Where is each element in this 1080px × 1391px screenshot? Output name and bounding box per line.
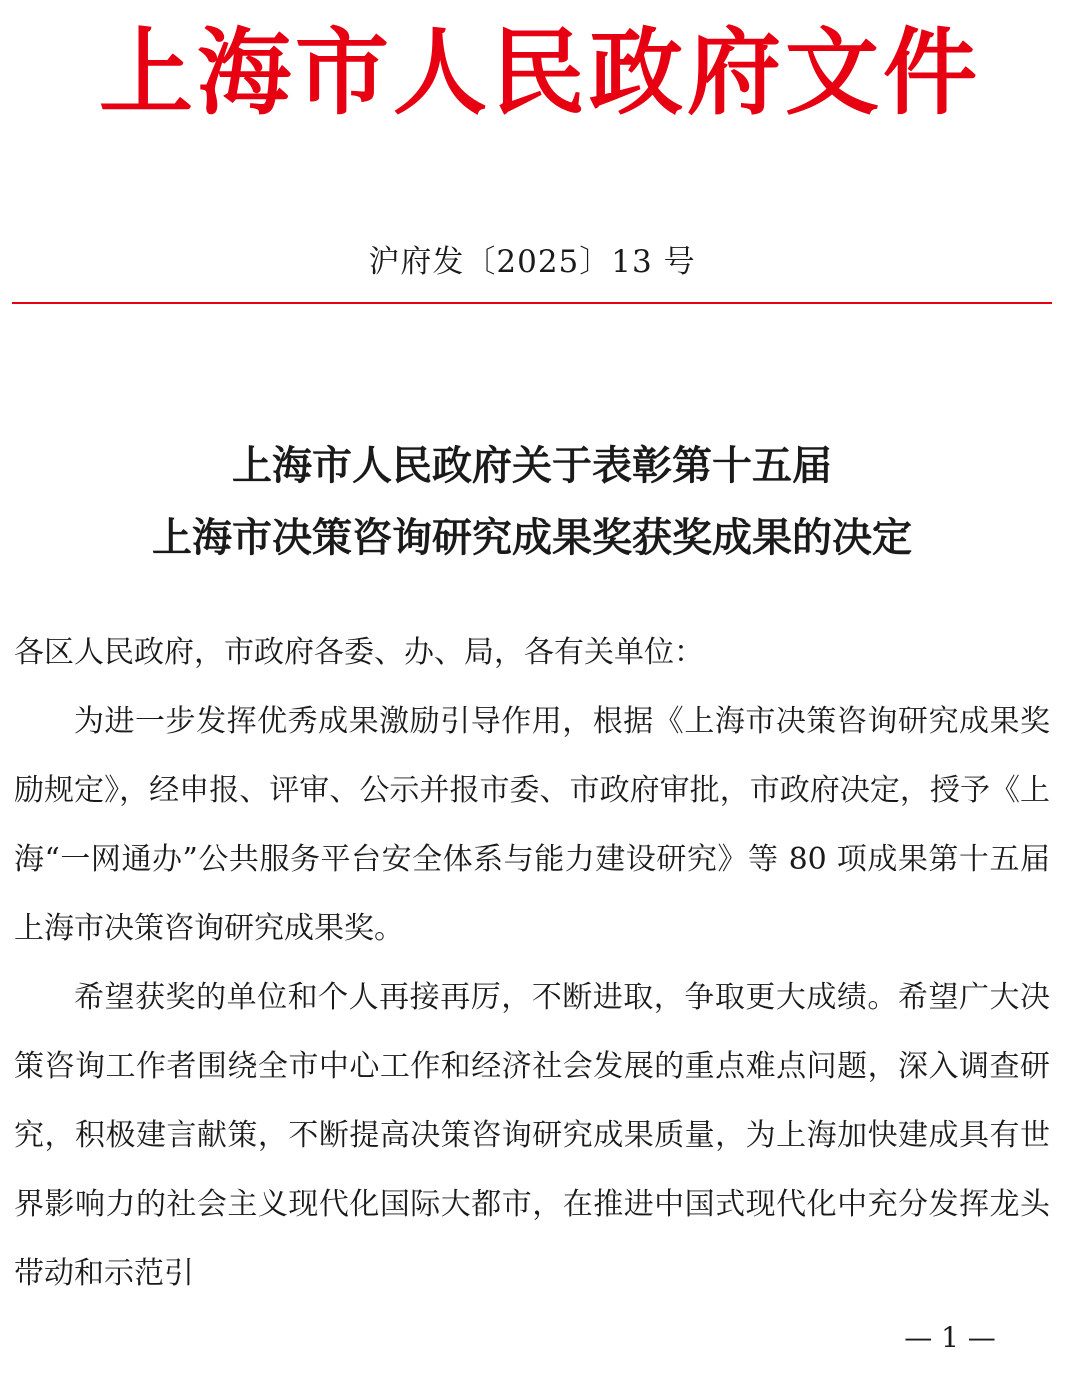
body-paragraph-1: 为进一步发挥优秀成果激励引导作用，根据《上海市决策咨询研究成果奖励规定》，经申报、评审、公示并报市委、市政府审批，市政府决定，授予《上海“一网通办”公共服务平台安全体系与能力建设研究》等 80 项成果第十五届上海市决策咨询研究成果奖。 — [14, 704, 1050, 946]
title-line-2: 上海市决策咨询研究成果奖获奖成果的决定 — [152, 514, 912, 561]
title-line-1: 上海市人民政府关于表彰第十五届 — [232, 442, 832, 489]
document-title — [0, 430, 1064, 574]
page-number: — 1 — — [904, 1321, 996, 1354]
red-separator-line — [12, 302, 1052, 304]
addressee: 各区人民政府，市政府各委、办、局，各有关单位： — [14, 635, 704, 670]
document-body — [14, 618, 1050, 1308]
body-paragraph-2: 希望获奖的单位和个人再接再厉，不断进取，争取更大成绩。希望广大决策咨询工作者围绕全市中心工作和经济社会发展的重点难点问题，深入调查研究，积极建言献策，不断提高决策咨询研究成果质量，为上海加快建成具有世界影响力的社会主义现代化国际大都市，在推进中国式现代化中充分发挥龙头带动和示范引 — [14, 980, 1050, 1291]
masthead-title: 上海市人民政府文件 — [98, 18, 981, 128]
document-number: 沪府发〔2025〕13 号 — [368, 244, 696, 280]
